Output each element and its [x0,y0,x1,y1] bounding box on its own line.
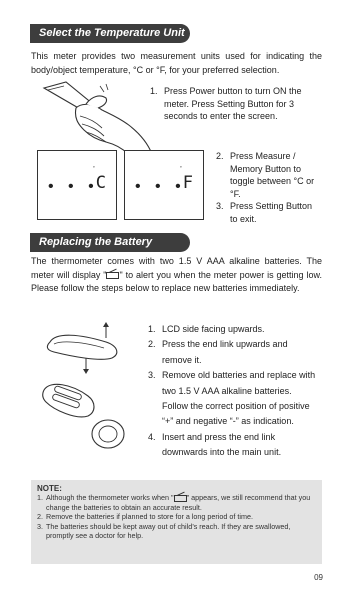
step-text: Press Power button to turn ON the meter. Press Setting Button for 3 seconds to enter the screen. [164,86,302,122]
section-title-replacing-battery: Replacing the Battery [30,233,190,252]
note-text-start: Although the thermometer works when " [46,493,174,503]
lcd-unit-celsius: C [95,173,106,193]
lcd-celsius-panel [37,150,117,220]
battery-intro-text-start: The thermometer comes with two 1.5 V AAA alkaline batteries. The meter will display " [31,256,322,280]
lcd-dots: • • • [48,178,99,195]
list-item [37,493,316,512]
temperature-unit-intro: This meter provides two measurement units used for indicating the body/object temperature, °C or °F, for your preferred selection. [31,51,322,75]
step-number: 2. [216,151,224,161]
note-number: 1. [37,493,43,503]
temperature-steps-list-a [150,85,322,123]
low-battery-icon [106,272,119,279]
lcd-degree-mark: ˚ [180,167,182,173]
remove-end-link-illustration [40,322,124,374]
note-number: 3. [37,521,43,531]
list-item [216,150,322,200]
step-number: 3. [216,201,224,212]
lcd-unit-fahrenheit: F [182,173,193,193]
step-number: 1. [148,324,156,334]
note-number: 2. [37,512,43,522]
low-battery-icon [174,495,187,502]
list-item [216,200,322,225]
note-text: The batteries should be kept away out of child’s reach. If they are swallowed, promptly see a doctor for help. [46,521,291,541]
step-number: 4. [148,431,156,442]
section-title-temperature-unit: Select the Temperature Unit [30,24,190,43]
list-item [37,512,316,521]
lcd-degree-mark: ˚ [93,167,95,173]
lcd-dots: • • • [135,178,186,195]
note-text-end: " appears, we still recommend that you change the batteries to obtain an accurate result. [46,493,311,512]
step-text: Press Measure / Memory Button to toggle between °C or °F. [230,151,315,199]
list-item [148,322,320,337]
note-list [37,493,316,540]
list-item [148,368,320,430]
list-item [150,85,322,123]
step-number: 1. [150,86,158,96]
step-text: Press Setting Button to exit. [230,201,313,224]
battery-steps-list [148,322,320,461]
hand-thermometer-illustration [36,78,154,156]
note-box [31,480,322,564]
list-item [148,430,320,461]
list-item [148,337,320,368]
battery-intro [31,255,322,296]
note-title: NOTE: [37,484,62,493]
temperature-steps-list-b [216,150,322,226]
lcd-fahrenheit-panel [124,150,204,220]
battery-intro-text-end: " to alert you when the meter power is getting low. Please follow the steps below to replace new batteries immediately. [31,269,322,293]
step-text: LCD side facing upwards. [162,324,265,334]
battery-compartment-illustration [36,376,132,458]
step-text: Insert and press the end link downwards into the main unit. [162,431,282,458]
step-number: 2. [148,339,156,350]
note-text: Remove the batteries if planned to store for a long period of time. [46,512,253,522]
page-number: 09 [314,573,323,582]
step-number: 3. [148,370,156,381]
step-text: Remove old batteries and replace with two 1.5 V AAA alkaline batteries. Follow the correct position of positive “+” and negative “-” as indication. [162,370,316,427]
step-text: Press the end link upwards and remove it. [162,339,288,365]
list-item [37,522,316,541]
